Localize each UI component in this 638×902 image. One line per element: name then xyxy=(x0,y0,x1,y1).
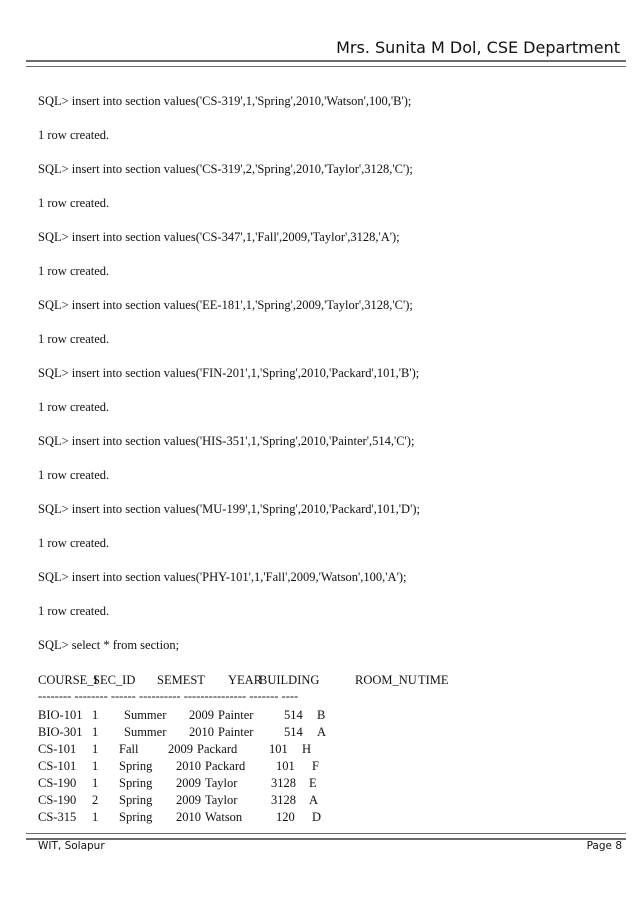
cell-course: CS-190 xyxy=(38,793,77,807)
cell-building: Packard xyxy=(197,742,238,756)
col-header: TIME xyxy=(418,673,449,687)
cell-room: 101 xyxy=(269,742,288,756)
cell-time: F xyxy=(312,759,319,773)
col-header: YEAR xyxy=(228,673,263,687)
cell-room: 3128 xyxy=(271,793,296,807)
cell-sec: 1 xyxy=(92,708,99,722)
cell-semester: Spring xyxy=(119,810,153,824)
sql-output: 1 row created. xyxy=(38,128,110,142)
cell-time: A xyxy=(317,725,327,739)
cell-semester: Summer xyxy=(124,725,167,739)
cell-sec: 1 xyxy=(92,759,99,773)
cell-course: CS-101 xyxy=(38,742,77,756)
sql-output: 1 row created. xyxy=(38,604,110,618)
sql-output: 1 row created. xyxy=(38,536,110,550)
cell-year: 2010 xyxy=(189,725,214,739)
col-header: SEC_ID xyxy=(93,673,136,687)
sql-line: SQL> insert into section values('PHY-101',1,'Fall',2009,'Watson',100,'A'); xyxy=(38,570,407,584)
sql-output: 1 row created. xyxy=(38,400,110,414)
footer-rule xyxy=(26,833,626,840)
cell-building: Painter xyxy=(218,725,254,739)
sql-output: 1 row created. xyxy=(38,196,110,210)
cell-room: 514 xyxy=(284,725,303,739)
sql-line: SQL> insert into section values('CS-347',1,'Fall',2009,'Taylor',3128,'A'); xyxy=(38,230,400,244)
cell-time: E xyxy=(309,776,317,790)
cell-room: 514 xyxy=(284,708,303,722)
sql-line: SQL> insert into section values('EE-181',1,'Spring',2009,'Taylor',3128,'C'); xyxy=(38,298,413,312)
cell-semester: Spring xyxy=(119,759,153,773)
cell-sec: 2 xyxy=(92,793,99,807)
sql-line: SQL> insert into section values('CS-319',2,'Spring',2010,'Taylor',3128,'C'); xyxy=(38,162,413,176)
sql-output: 1 row created. xyxy=(38,264,110,278)
cell-year: 2010 xyxy=(176,759,201,773)
cell-semester: Summer xyxy=(124,708,167,722)
cell-sec: 1 xyxy=(92,776,99,790)
cell-building: Taylor xyxy=(205,776,238,790)
cell-building: Packard xyxy=(205,759,246,773)
cell-sec: 1 xyxy=(92,810,99,824)
cell-sec: 1 xyxy=(92,725,99,739)
cell-course: CS-315 xyxy=(38,810,77,824)
col-header: SEMEST xyxy=(157,673,205,687)
cell-course: BIO-101 xyxy=(38,708,83,722)
cell-room: 101 xyxy=(276,759,295,773)
cell-course: BIO-301 xyxy=(38,725,83,739)
cell-year: 2009 xyxy=(176,793,201,807)
cell-year: 2009 xyxy=(176,776,201,790)
cell-course: CS-101 xyxy=(38,759,77,773)
cell-course: CS-190 xyxy=(38,776,77,790)
sql-line: SQL> insert into section values('HIS-351',1,'Spring',2010,'Painter',514,'C'); xyxy=(38,434,415,448)
cell-building: Taylor xyxy=(205,793,238,807)
cell-time: D xyxy=(312,810,322,824)
cell-year: 2009 xyxy=(168,742,193,756)
cell-semester: Fall xyxy=(119,742,139,756)
header-title: Mrs. Sunita M Dol, CSE Department xyxy=(336,38,620,57)
sql-line: SQL> insert into section values('CS-319',1,'Spring',2010,'Watson',100,'B'); xyxy=(38,94,412,108)
cell-time: A xyxy=(309,793,319,807)
sql-line: SQL> select * from section; xyxy=(38,638,180,652)
cell-time: H xyxy=(302,742,312,756)
sql-output: 1 row created. xyxy=(38,468,110,482)
cell-room: 3128 xyxy=(271,776,296,790)
col-header: ROOM_NU xyxy=(355,673,417,687)
cell-year: 2010 xyxy=(176,810,201,824)
cell-semester: Spring xyxy=(119,793,153,807)
cell-room: 120 xyxy=(276,810,295,824)
cell-building: Painter xyxy=(218,708,254,722)
cell-time: B xyxy=(317,708,326,722)
cell-semester: Spring xyxy=(119,776,153,790)
footer-institution: WIT, Solapur xyxy=(38,840,105,852)
result-separator: -------- -------- ------ ---------- --------------- ------- ---- xyxy=(38,689,299,703)
footer-page-number: Page 8 xyxy=(586,840,622,852)
sql-output: 1 row created. xyxy=(38,332,110,346)
header-rule xyxy=(26,60,626,67)
col-header: BUILDING xyxy=(259,673,320,687)
sql-line: SQL> insert into section values('FIN-201',1,'Spring',2010,'Packard',101,'B'); xyxy=(38,366,420,380)
cell-year: 2009 xyxy=(189,708,214,722)
col-header: COURSE_I xyxy=(38,673,98,687)
cell-building: Watson xyxy=(205,810,243,824)
sql-line: SQL> insert into section values('MU-199',1,'Spring',2010,'Packard',101,'D'); xyxy=(38,502,420,516)
cell-sec: 1 xyxy=(92,742,99,756)
